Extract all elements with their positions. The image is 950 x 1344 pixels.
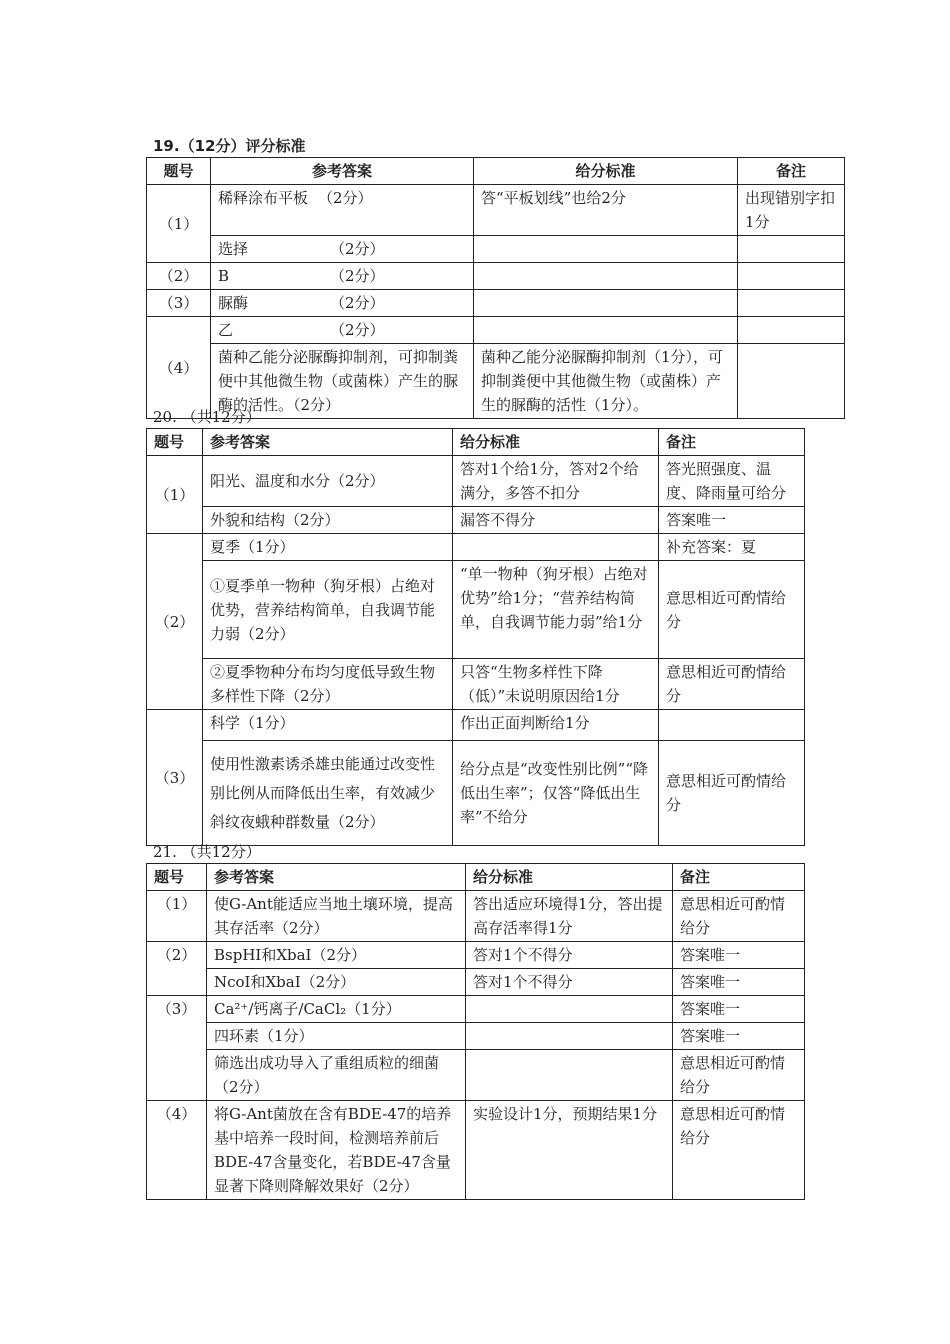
- answer-cell: [211, 236, 474, 263]
- table-row: [147, 969, 805, 996]
- table-row: [147, 741, 805, 846]
- q21-table: [146, 863, 805, 1200]
- criteria-cell: 答对1个不得分: [466, 969, 673, 996]
- criteria-cell: “单一物种（狗牙根）占绝对优势”给1分；“营养结构简单，自我调节能力弱”给1分: [453, 561, 659, 659]
- q20-table: [146, 428, 805, 846]
- table-row: [147, 1101, 805, 1200]
- q19-title: 19.（12分）评分标准: [153, 137, 306, 155]
- note-cell: 答案唯一: [673, 1023, 805, 1050]
- answer-cell: 使G-Ant能适应当地土壤环境，提高其存活率（2分）: [207, 891, 466, 942]
- table-row: [147, 456, 805, 507]
- answer-cell: [211, 185, 474, 236]
- header-cell: 备注: [738, 158, 845, 185]
- question-number: （2）: [147, 263, 211, 290]
- question-number: （1）: [147, 891, 207, 942]
- note-cell: [738, 236, 845, 263]
- question-number: （2）: [147, 942, 207, 996]
- note-cell: 意思相近可酌情给分: [659, 561, 805, 659]
- header-cell: 参考答案: [207, 864, 466, 891]
- question-number: （1）: [147, 185, 211, 263]
- answer-cell: 使用性激素诱杀雄虫能通过改变性别比例从而降低出生率，有效减少斜纹夜蛾种群数量（2分）: [203, 741, 453, 846]
- answer-cell: NcoI和XbaI（2分）: [207, 969, 466, 996]
- header-cell: 题号: [147, 864, 207, 891]
- table-header-row: [147, 158, 845, 185]
- answer-points: （2分）: [318, 189, 373, 207]
- note-cell: 答案唯一: [673, 996, 805, 1023]
- answer-cell: 将G-Ant菌放在含有BDE-47的培养基中培养一段时间，检测培养前后BDE-47含量变化，若BDE-47含量显著下降则降解效果好（2分）: [207, 1101, 466, 1200]
- criteria-cell: 给分点是“改变性别比例”“降低出生率”；仅答“降低出生率”不给分: [453, 741, 659, 846]
- criteria-cell: 答出适应环境得1分，答出提高存活率得1分: [466, 891, 673, 942]
- answer-cell: [211, 317, 474, 344]
- answer-points: （2分）: [330, 267, 385, 285]
- note-cell: [659, 710, 805, 741]
- criteria-cell: [474, 290, 738, 317]
- answer-cell: 外貌和结构（2分）: [203, 507, 453, 534]
- question-number: （2）: [147, 534, 203, 710]
- note-cell: [738, 290, 845, 317]
- criteria-cell: 漏答不得分: [453, 507, 659, 534]
- table-row: [147, 236, 845, 263]
- question-number: （1）: [147, 456, 203, 534]
- table-row: [147, 290, 845, 317]
- header-cell: 题号: [147, 158, 211, 185]
- table-row: [147, 942, 805, 969]
- note-cell: 意思相近可酌情给分: [673, 891, 805, 942]
- criteria-cell: 答对1个不得分: [466, 942, 673, 969]
- answer-cell: 阳光、温度和水分（2分）: [203, 456, 453, 507]
- header-cell: 参考答案: [203, 429, 453, 456]
- question-number: （4）: [147, 317, 211, 419]
- answer-points: （2分）: [330, 321, 385, 339]
- table-row: [147, 263, 845, 290]
- header-cell: 给分标准: [466, 864, 673, 891]
- criteria-cell: [474, 263, 738, 290]
- answer-text: 乙: [218, 321, 234, 339]
- answer-cell: 四环素（1分）: [207, 1023, 466, 1050]
- answer-text: 稀释涂布平板: [218, 189, 309, 207]
- answer-cell: 菌种乙能分泌脲酶抑制剂，可抑制粪便中其他微生物（或菌株）产生的脲酶的活性。（2分）: [211, 344, 474, 419]
- table-row: [147, 561, 805, 659]
- answer-points: （2分）: [330, 294, 385, 312]
- answer-cell: 筛选出成功导入了重组质粒的细菌（2分）: [207, 1050, 466, 1101]
- table-row: [147, 891, 805, 942]
- answer-text: B: [218, 267, 230, 285]
- question-number: （4）: [147, 1101, 207, 1200]
- criteria-cell: [466, 996, 673, 1023]
- answer-cell: BspHI和XbaI（2分）: [207, 942, 466, 969]
- answer-cell: 科学（1分）: [203, 710, 453, 741]
- answer-points: （2分）: [330, 240, 385, 258]
- table-row: [147, 534, 805, 561]
- note-cell: 意思相近可酌情给分: [659, 659, 805, 710]
- question-number: （3）: [147, 290, 211, 317]
- note-cell: [738, 317, 845, 344]
- table-row: [147, 1023, 805, 1050]
- q20-title: 20. （共12分）: [153, 408, 261, 426]
- note-cell: 答案唯一: [659, 507, 805, 534]
- note-cell: 答案唯一: [673, 942, 805, 969]
- table-row: [147, 710, 805, 741]
- criteria-cell: [474, 317, 738, 344]
- criteria-cell: [453, 534, 659, 561]
- note-cell: 答案唯一: [673, 969, 805, 996]
- table-header-row: [147, 864, 805, 891]
- table-header-row: [147, 429, 805, 456]
- criteria-cell: [466, 1050, 673, 1101]
- answer-cell: ②夏季物种分布均匀度低导致生物多样性下降（2分）: [203, 659, 453, 710]
- header-cell: 备注: [673, 864, 805, 891]
- table-row: [147, 996, 805, 1023]
- header-cell: 给分标准: [474, 158, 738, 185]
- table-row: [147, 507, 805, 534]
- criteria-cell: 只答“生物多样性下降（低）”未说明原因给1分: [453, 659, 659, 710]
- table-row: [147, 185, 845, 236]
- header-cell: 题号: [147, 429, 203, 456]
- header-cell: 参考答案: [211, 158, 474, 185]
- table-row: [147, 317, 845, 344]
- answer-cell: 夏季（1分）: [203, 534, 453, 561]
- q21-title: 21. （共12分）: [153, 843, 261, 861]
- note-cell: [738, 344, 845, 419]
- criteria-cell: 答对1个给1分，答对2个给满分，多答不扣分: [453, 456, 659, 507]
- answer-cell: [211, 290, 474, 317]
- question-number: （3）: [147, 710, 203, 846]
- criteria-cell: 实验设计1分，预期结果1分: [466, 1101, 673, 1200]
- criteria-cell: [466, 1023, 673, 1050]
- criteria-cell: 答“平板划线”也给2分: [474, 185, 738, 236]
- answer-cell: ①夏季单一物种（狗牙根）占绝对优势，营养结构简单，自我调节能力弱（2分）: [203, 561, 453, 659]
- criteria-cell: 作出正面判断给1分: [453, 710, 659, 741]
- question-number: （3）: [147, 996, 207, 1101]
- table-row: [147, 659, 805, 710]
- note-cell: [738, 263, 845, 290]
- header-cell: 给分标准: [453, 429, 659, 456]
- table-row: [147, 1050, 805, 1101]
- answer-cell: [211, 263, 474, 290]
- note-cell: 补充答案：夏: [659, 534, 805, 561]
- note-cell: 出现错别字扣1分: [738, 185, 845, 236]
- q19-table: [146, 157, 845, 419]
- note-cell: 意思相近可酌情给分: [659, 741, 805, 846]
- answer-text: 选择: [218, 240, 249, 258]
- criteria-cell: 菌种乙能分泌脲酶抑制剂（1分），可抑制粪便中其他微生物（或菌株）产生的脲酶的活性（1分）。: [474, 344, 738, 419]
- note-cell: 意思相近可酌情给分: [673, 1050, 805, 1101]
- note-cell: 意思相近可酌情给分: [673, 1101, 805, 1200]
- answer-text: 脲酶: [218, 294, 249, 312]
- answer-cell: Ca²⁺/钙离子/CaCl₂（1分）: [207, 996, 466, 1023]
- criteria-cell: [474, 236, 738, 263]
- note-cell: 答光照强度、温度、降雨量可给分: [659, 456, 805, 507]
- header-cell: 备注: [659, 429, 805, 456]
